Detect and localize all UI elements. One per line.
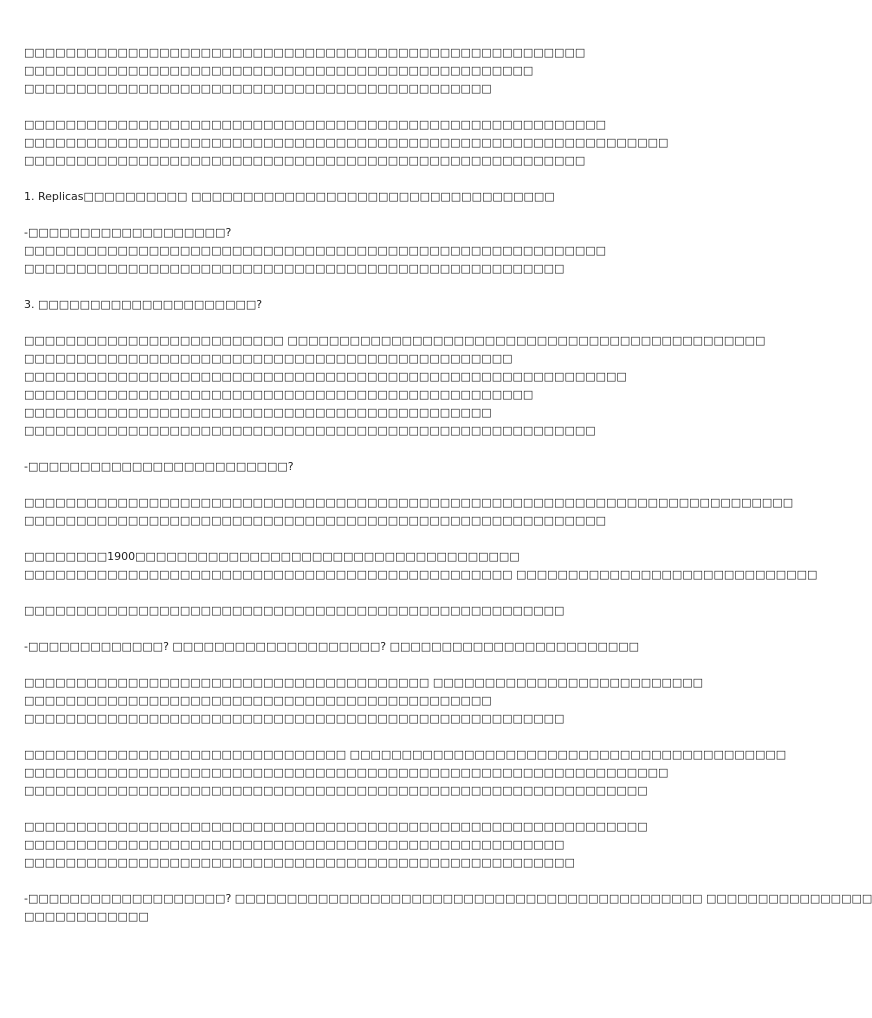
question-line (24, 458, 696, 476)
text-line: □□□□□□□□□□□□□□□□□□□□□□□□□□□□□□□□□□□□□□□□□□□□□□□□□□□□□□□□□□ (24, 370, 627, 383)
document-body (24, 44, 872, 944)
text-line: 1. Replicas□□□□□□□□□□ □□□□□□□□□□□□□□□□□□□□□□□□□□□□□□□□□□□ (24, 190, 555, 203)
paragraph-2 (24, 116, 696, 170)
text-line: □□□□□□□□□□□□□□□□□□□□□□□□□□□□□□□□□□□□□□□□□□□□□□□□□□□□□□ (24, 46, 586, 59)
text-line: -□□□□□□□□□□□□□? □□□□□□□□□□□□□□□□□□□□? □□□□□□□□□□□□□□□□□□□□□□□□ (24, 640, 640, 653)
text-line: □□□□□□□□□□□□□□□□□□□□□□□□□□□□□□□□□□□□□□□□□□□□□□□□□ (24, 64, 534, 77)
question-line (24, 638, 696, 656)
paragraph-10 (24, 818, 696, 872)
text-line: □□□□□□□□1900□□□□□□□□□□□□□□□□□□□□□□□□□□□□□□□□□□□□□ (24, 550, 520, 563)
text-line: -□□□□□□□□□□□□□□□□□□□? □□□□□□□□□□□□□□□□□□□□□□□□□□□□□□□□□□□□□□□□□□□□□ □□□□□□□□□□□□□□□□ (24, 892, 872, 905)
text-line: □□□□□□□□□□□□□□□□□□□□□□□□□□□□□□□□□□□□□□□□□□□□□□□□□□□□□ (24, 856, 575, 869)
text-line: □□□□□□□□□□□□□□□□□□□□□□□□□□□□□□□□□□□□□□□□□□□□□□□□□□□□□□□□□□□□ (24, 784, 648, 797)
text-line: □□□□□□□□□□□□□□□□□□□□□□□□□□□□□□□□□□□□□□□□□□□□□□□□□□□□ (24, 604, 565, 617)
text-line: □□□□□□□□□□□□□□□□□□□□□□□□□□□□□□□□□□□□□□□□□□□□□□□□□□□□ (24, 262, 565, 275)
paragraph-8 (24, 674, 704, 728)
text-line: □□□□□□□□□□□□□□□□□□□□□□□□□□□□□□□□□□□□□□□□□□□□□□□□□ (24, 388, 534, 401)
text-line: □□□□□□□□□□□□□□□□□□□□□□□□□□□□□□□□□□□□□□□□□□□□□□□□□□□□□□□□ (24, 514, 607, 527)
text-line: □□□□□□□□□□□□□□□□□□□□□□□□□□□□□□□□□□□□□□□□□□□□□□□□□□□□□□□□□□□□□□ (24, 136, 669, 149)
text-line: □□□□□□□□□□□□ (24, 910, 149, 923)
text-line: □□□□□□□□□□□□□□□□□□□□□□□□□□□□□□□□□□□□□□□□□□□□□□□□□□□□□□ (24, 154, 586, 167)
text-line: □□□□□□□□□□□□□□□□□□□□□□□□□□□□□□□□□□□□□□□□□□□□□□□□□□□□ (24, 838, 565, 851)
paragraph-1 (24, 44, 696, 98)
text-line: □□□□□□□□□□□□□□□□□□□□□□□□□□□□□□□□□□□□□□□□□□□□□□□□□□□□□□□□□□□□□□ (24, 766, 669, 779)
paragraph-11 (24, 890, 872, 926)
text-line: □□□□□□□□□□□□□□□□□□□□□□□□□□□□□□□□□□□□□□□□□□□□□ (24, 82, 492, 95)
text-line: □□□□□□□□□□□□□□□□□□□□□□□□□□□□□□□□□□□□□□□ □□□□□□□□□□□□□□□□□□□□□□□□□□ (24, 676, 704, 689)
section-heading-3 (24, 296, 696, 314)
paragraph-9 (24, 746, 787, 800)
text-line: -□□□□□□□□□□□□□□□□□□□? (24, 226, 232, 239)
paragraph-4 (24, 332, 766, 440)
text-line: -□□□□□□□□□□□□□□□□□□□□□□□□□? (24, 460, 294, 473)
text-line: □□□□□□□□□□□□□□□□□□□□□□□□□□□□□□□□□□□□□□□□□□□□□□□□□□□□□□□□ (24, 244, 607, 257)
text-line: □□□□□□□□□□□□□□□□□□□□□□□□□ □□□□□□□□□□□□□□□□□□□□□□□□□□□□□□□□□□□□□□□□□□□□□□ (24, 334, 766, 347)
text-line: □□□□□□□□□□□□□□□□□□□□□□□□□□□□□□□□□□□□□□□□□□□□□□□ (24, 352, 513, 365)
paragraph-5 (24, 494, 794, 530)
section-heading-1 (24, 188, 696, 206)
paragraph-3 (24, 224, 696, 278)
paragraph-7 (24, 602, 696, 620)
text-line: □□□□□□□□□□□□□□□□□□□□□□□□□□□□□□□□□□□□□□□□□□□□□□□□□□□□□□□□ (24, 118, 607, 131)
text-line: □□□□□□□□□□□□□□□□□□□□□□□□□□□□□□□ □□□□□□□□□□□□□□□□□□□□□□□□□□□□□□□□□□□□□□□□□□ (24, 748, 787, 761)
paragraph-6 (24, 548, 818, 584)
text-line: □□□□□□□□□□□□□□□□□□□□□□□□□□□□□□□□□□□□□□□□□□□□□□□□□□□□□□□□□□□□□□□□□□□□□□□□□□ (24, 496, 794, 509)
text-line: 3. □□□□□□□□□□□□□□□□□□□□□? (24, 298, 263, 311)
text-line: □□□□□□□□□□□□□□□□□□□□□□□□□□□□□□□□□□□□□□□□□□□□□ (24, 694, 492, 707)
text-line: □□□□□□□□□□□□□□□□□□□□□□□□□□□□□□□□□□□□□□□□□□□□□□□ □□□□□□□□□□□□□□□□□□□□□□□□□□□□□ (24, 568, 818, 581)
text-line: □□□□□□□□□□□□□□□□□□□□□□□□□□□□□□□□□□□□□□□□□□□□□□□□□□□□□□□ (24, 424, 596, 437)
text-line: □□□□□□□□□□□□□□□□□□□□□□□□□□□□□□□□□□□□□□□□□□□□□ (24, 406, 492, 419)
text-line: □□□□□□□□□□□□□□□□□□□□□□□□□□□□□□□□□□□□□□□□□□□□□□□□□□□□□□□□□□□□ (24, 820, 648, 833)
text-line: □□□□□□□□□□□□□□□□□□□□□□□□□□□□□□□□□□□□□□□□□□□□□□□□□□□□ (24, 712, 565, 725)
